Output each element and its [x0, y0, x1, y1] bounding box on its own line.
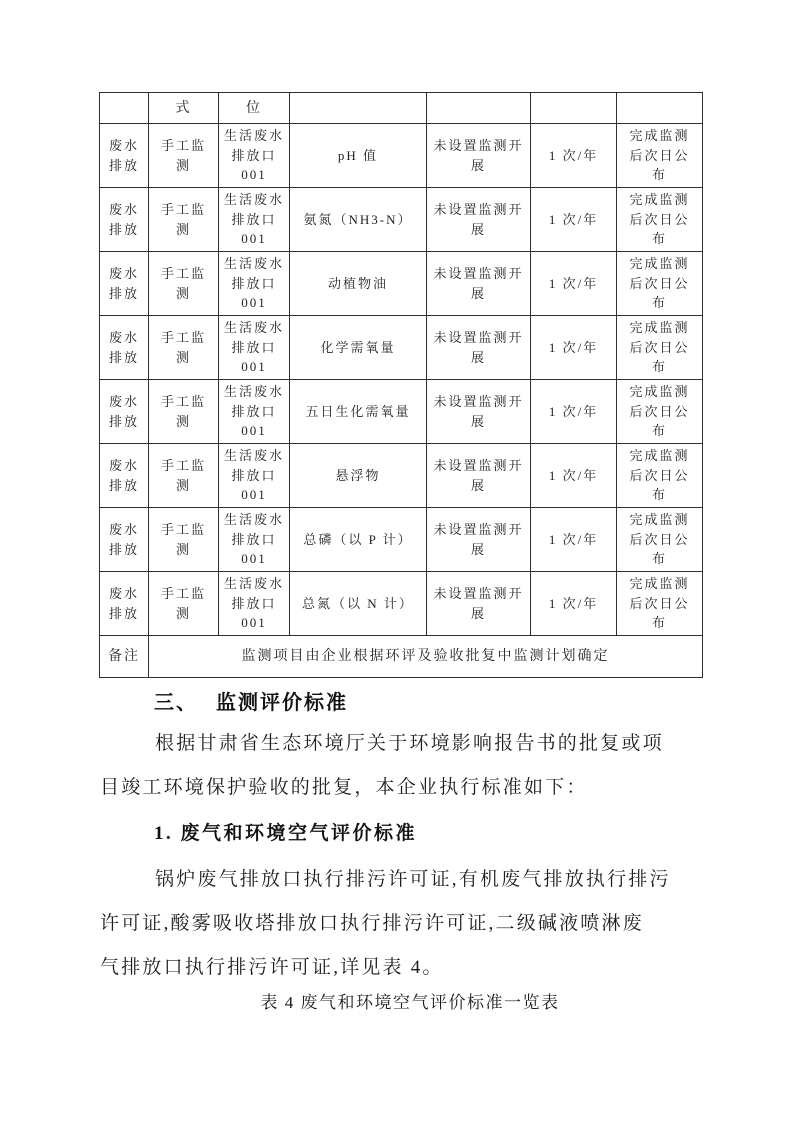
section-heading-title: 监测评价标准	[216, 692, 348, 714]
cell-monitor-item: 五日生化需氧量	[290, 380, 427, 444]
cell-outlet: 生活废水排放口001	[219, 572, 290, 636]
cell-auto-monitor-status: 未设置监测开展	[427, 572, 531, 636]
cell-monitor-method: 手工监测	[149, 252, 219, 316]
cell-frequency: 1 次/年	[531, 316, 617, 380]
cell-frequency: 1 次/年	[531, 572, 617, 636]
table-row	[100, 188, 703, 252]
text-line: 目竣工环境保护验收的批复，本企业执行标准如下：	[100, 777, 588, 798]
cell-pollutant-type: 废水排放	[100, 508, 149, 572]
cell-outlet: 生活废水排放口001	[219, 252, 290, 316]
section-heading-number: 三、	[154, 692, 198, 714]
cell-monitor-method: 手工监测	[149, 380, 219, 444]
cell-auto-monitor-status: 未设置监测开展	[427, 316, 531, 380]
cell-pollutant-type: 废水排放	[100, 572, 149, 636]
header-cell-empty	[617, 93, 703, 124]
text-line: 根据甘肃省生态环境厅关于环境影响报告书的批复或项	[155, 733, 664, 754]
table-row	[100, 508, 703, 572]
cell-frequency: 1 次/年	[531, 124, 617, 188]
cell-outlet: 生活废水排放口001	[219, 380, 290, 444]
cell-pollutant-type: 废水排放	[100, 252, 149, 316]
note-text-cell: 监测项目由企业根据环评及验收批复中监测计划确定	[149, 636, 703, 678]
cell-monitor-item: 氨氮（NH3-N）	[290, 188, 427, 252]
table4-caption: 表 4 废气和环境空气评价标准一览表	[260, 993, 560, 1012]
cell-monitor-method: 手工监测	[149, 572, 219, 636]
cell-monitor-item: 悬浮物	[290, 444, 427, 508]
header-cell-empty	[427, 93, 531, 124]
cell-monitor-method: 手工监测	[149, 508, 219, 572]
cell-auto-monitor-status: 未设置监测开展	[427, 444, 531, 508]
cell-monitor-item: 动植物油	[290, 252, 427, 316]
cell-monitor-method: 手工监测	[149, 444, 219, 508]
cell-monitor-method: 手工监测	[149, 124, 219, 188]
header-cell-empty	[531, 93, 617, 124]
cell-frequency: 1 次/年	[531, 252, 617, 316]
header-cell-method: 式	[149, 93, 219, 124]
cell-auto-monitor-status: 未设置监测开展	[427, 252, 531, 316]
cell-monitor-item: pH 值	[290, 124, 427, 188]
cell-pollutant-type: 废水排放	[100, 380, 149, 444]
header-cell-empty	[100, 93, 149, 124]
cell-publish-time: 完成监测后次日公布	[617, 252, 703, 316]
paragraph-1	[100, 722, 710, 810]
cell-pollutant-type: 废水排放	[100, 124, 149, 188]
table-row	[100, 252, 703, 316]
cell-monitor-item: 总磷（以 P 计）	[290, 508, 427, 572]
section-heading	[154, 686, 348, 715]
monitoring-plan-table	[99, 92, 703, 678]
cell-publish-time: 完成监测后次日公布	[617, 572, 703, 636]
cell-publish-time: 完成监测后次日公布	[617, 188, 703, 252]
cell-publish-time: 完成监测后次日公布	[617, 380, 703, 444]
cell-auto-monitor-status: 未设置监测开展	[427, 508, 531, 572]
subsection-heading: 1. 废气和环境空气评价标准	[154, 823, 418, 844]
text-line: 许可证,酸雾吸收塔排放口执行排污许可证,二级碱液喷淋废	[100, 913, 644, 934]
cell-publish-time: 完成监测后次日公布	[617, 316, 703, 380]
cell-outlet: 生活废水排放口001	[219, 124, 290, 188]
cell-auto-monitor-status: 未设置监测开展	[427, 124, 531, 188]
cell-auto-monitor-status: 未设置监测开展	[427, 188, 531, 252]
cell-frequency: 1 次/年	[531, 508, 617, 572]
cell-frequency: 1 次/年	[531, 444, 617, 508]
cell-pollutant-type: 废水排放	[100, 444, 149, 508]
cell-outlet: 生活废水排放口001	[219, 316, 290, 380]
cell-outlet: 生活废水排放口001	[219, 188, 290, 252]
cell-outlet: 生活废水排放口001	[219, 508, 290, 572]
cell-publish-time: 完成监测后次日公布	[617, 444, 703, 508]
text-line: 锅炉废气排放口执行排污许可证,有机废气排放执行排污	[155, 869, 671, 890]
table-row	[100, 316, 703, 380]
table-note-row	[100, 636, 703, 678]
header-cell-point: 位	[219, 93, 290, 124]
cell-pollutant-type: 废水排放	[100, 316, 149, 380]
cell-pollutant-type: 废水排放	[100, 188, 149, 252]
cell-frequency: 1 次/年	[531, 380, 617, 444]
header-cell-empty	[290, 93, 427, 124]
table-row	[100, 380, 703, 444]
table-header-partial-row	[100, 93, 703, 124]
cell-monitor-method: 手工监测	[149, 316, 219, 380]
cell-frequency: 1 次/年	[531, 188, 617, 252]
cell-monitor-method: 手工监测	[149, 188, 219, 252]
table-row	[100, 444, 703, 508]
paragraph-2	[100, 858, 710, 990]
text-line: 气排放口执行排污许可证,详见表 4。	[100, 957, 444, 978]
cell-auto-monitor-status: 未设置监测开展	[427, 380, 531, 444]
table-row	[100, 572, 703, 636]
note-label-cell: 备注	[100, 636, 149, 678]
cell-monitor-item: 总氮（以 N 计）	[290, 572, 427, 636]
cell-publish-time: 完成监测后次日公布	[617, 124, 703, 188]
cell-monitor-item: 化学需氧量	[290, 316, 427, 380]
table-row	[100, 124, 703, 188]
cell-publish-time: 完成监测后次日公布	[617, 508, 703, 572]
cell-outlet: 生活废水排放口001	[219, 444, 290, 508]
